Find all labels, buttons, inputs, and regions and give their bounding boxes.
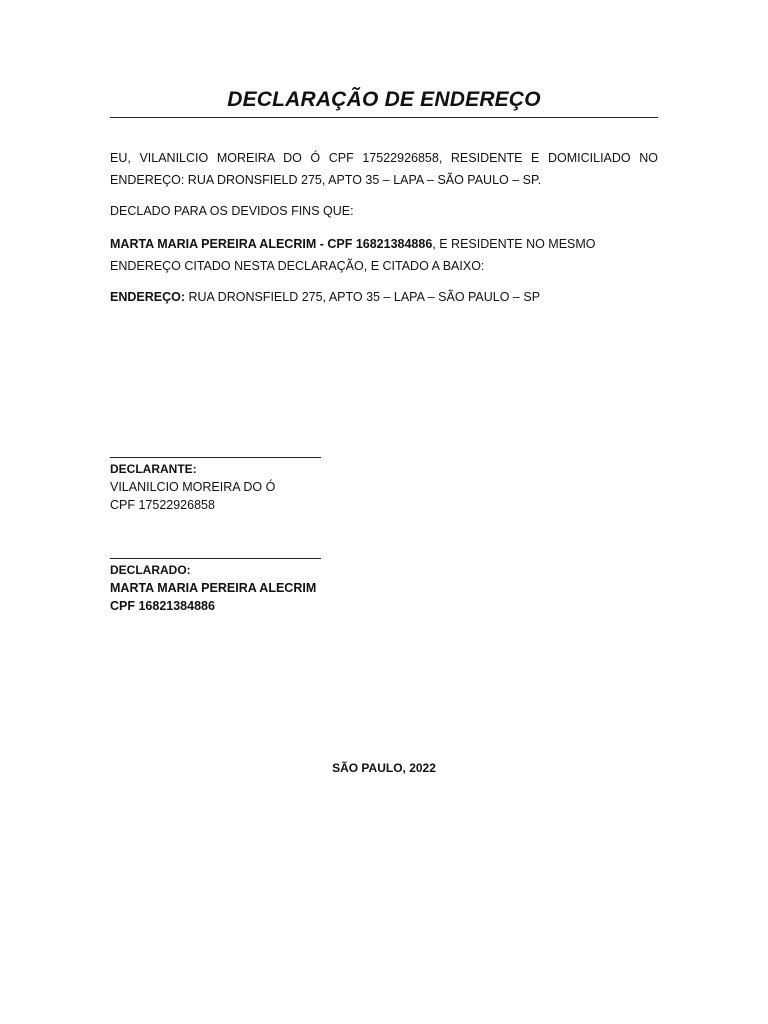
declarante-signature-block bbox=[110, 460, 410, 514]
address-value: RUA DRONSFIELD 275, APTO 35 – LAPA – SÃO PAULO – SP bbox=[185, 290, 541, 304]
declarante-signature-line bbox=[110, 457, 321, 458]
declarado-label: DECLARADO: bbox=[110, 563, 191, 577]
address-label: ENDEREÇO: bbox=[110, 290, 186, 304]
declarant-statement: EU, VILANILCIO MOREIRA DO Ó CPF 17522926858, RESIDENTE E DOMICILIADO NO ENDEREÇO: RUA DRONSFIELD 275, APTO 35 – LAPA – SÃO PAULO – SP. bbox=[110, 151, 658, 187]
declarado-cpf: CPF 16821384886 bbox=[110, 599, 215, 613]
declarado-signature-line bbox=[110, 558, 321, 559]
declaration-intro: DECLADO PARA OS DEVIDOS FINS QUE: bbox=[110, 204, 354, 218]
declarante-label: DECLARANTE: bbox=[110, 462, 197, 476]
declarante-cpf: CPF 17522926858 bbox=[110, 498, 215, 512]
title-underline bbox=[110, 117, 658, 118]
place-date: SÃO PAULO, 2022 bbox=[332, 761, 436, 775]
declared-person-statement bbox=[110, 233, 658, 277]
address-line bbox=[110, 286, 658, 308]
declared-person-statement-rest: , E RESIDENTE NO MESMO ENDEREÇO CITADO NESTA DECLARAÇÃO, E CITADO A BAIXO: bbox=[110, 237, 596, 273]
declarante-name: VILANILCIO MOREIRA DO Ó bbox=[110, 480, 276, 494]
document-title: DECLARAÇÃO DE ENDEREÇO bbox=[227, 88, 541, 111]
declarado-signature-block bbox=[110, 561, 410, 615]
declared-person-name-cpf: MARTA MARIA PEREIRA ALECRIM - CPF 16821384886 bbox=[110, 237, 433, 251]
declarado-name: MARTA MARIA PEREIRA ALECRIM bbox=[110, 581, 317, 595]
